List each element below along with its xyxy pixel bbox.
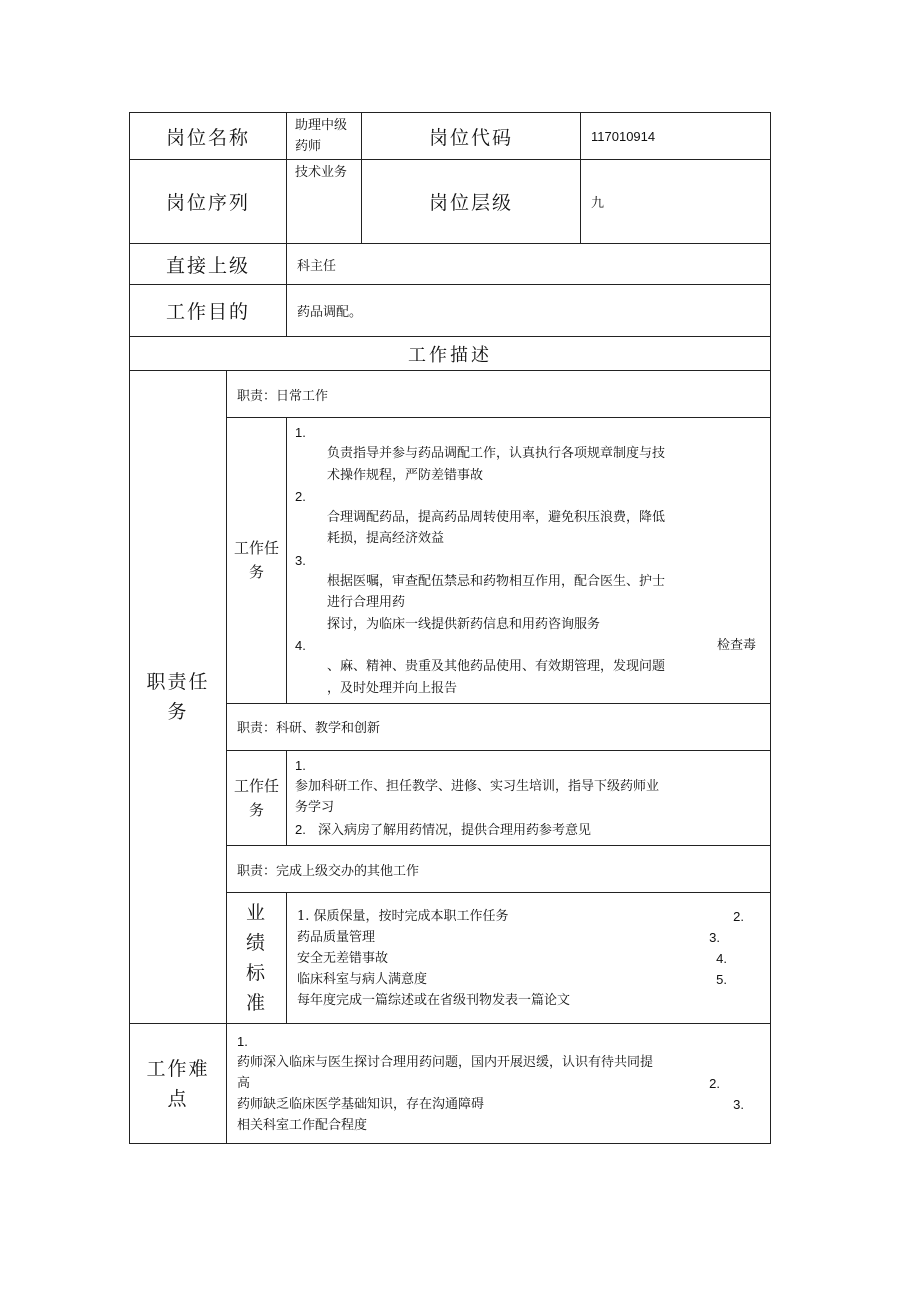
difficulty-item-number: 2. (709, 1076, 721, 1092)
supervisor-value: 科主任 (287, 244, 771, 285)
task-number: 2. (295, 821, 306, 837)
task-text: 进行合理用药 (327, 595, 406, 611)
performance-item: 药品质量管理 (297, 929, 376, 945)
performance-item: 1. 保质保量，按时完成本职工作任务 (297, 908, 509, 924)
task-text: 根据医嘱，审查配伍禁忌和药物相互作用，配合医生、护士 (327, 574, 666, 590)
position-code-value: 117010914 (581, 113, 771, 160)
responsibilities-label: 职责任务 (130, 371, 227, 1024)
task-text: 耗损，提高经济效益 (327, 531, 445, 547)
job-description-table (129, 112, 771, 1144)
performance-item-number: 5. (716, 971, 728, 987)
task-number: 4. (295, 637, 306, 653)
position-series-label: 岗位序列 (130, 160, 287, 244)
task-text: 术操作规程，严防差错事故 (327, 467, 484, 483)
performance-label: 业绩标准 (227, 893, 287, 1024)
difficulties-list (227, 1024, 771, 1144)
difficulty-item: 相关科室工作配合程度 (237, 1118, 368, 1134)
performance-list (287, 893, 771, 1024)
task-text: 参加科研工作、担任教学、进修、实习生培训，指导下级药师业 (295, 779, 660, 795)
task-number-row (295, 635, 762, 656)
performance-item-number: 4. (716, 950, 728, 966)
task-text: 务学习 (295, 800, 335, 816)
duty-label: 职责：完成上级交办的其他工作 (227, 846, 771, 893)
task-text: ，及时处理并向上报告 (327, 680, 458, 696)
task-list (287, 750, 771, 845)
position-series-value: 技术业务 (287, 160, 362, 244)
supervisor-label: 直接上级 (130, 244, 287, 285)
difficulty-item: 药师缺乏临床医学基础知识，存在沟通障碍 (237, 1097, 485, 1113)
position-name-label: 岗位名称 (130, 113, 287, 160)
task-text: 、麻、精神、贵重及其他药品使用、有效期管理，发现问题 (327, 659, 666, 675)
performance-item: 每年度完成一篇综述或在省级刊物发表一篇论文 (297, 992, 571, 1008)
difficulty-item: 高 (237, 1076, 251, 1092)
position-name-value: 助理中级药师 (287, 113, 362, 160)
difficulty-item: 1. (237, 1034, 248, 1050)
task-text: 负责指导并参与药品调配工作，认真执行各项规章制度与技 (327, 446, 666, 462)
task-label: 工作任务 (227, 750, 287, 845)
difficulties-label: 工作难点 (130, 1024, 227, 1144)
task-number: 1. (295, 757, 306, 773)
position-level-value: 九 (581, 160, 771, 244)
performance-item: 安全无差错事故 (297, 950, 389, 966)
task-text: 深入病房了解用药情况，提供合理用药参考意见 (318, 822, 592, 838)
duty-label: 职责：日常工作 (227, 371, 771, 418)
duty-label: 职责：科研、教学和创新 (227, 703, 771, 750)
position-code-label: 岗位代码 (362, 113, 581, 160)
task-number: 3. (295, 552, 306, 568)
performance-item: 临床科室与病人满意度 (297, 971, 428, 987)
section-title: 工作描述 (130, 337, 771, 371)
performance-item-number: 3. (709, 929, 721, 945)
purpose-label: 工作目的 (130, 285, 287, 337)
task-text-trailing: 检查毒 (717, 637, 757, 653)
purpose-value: 药品调配。 (287, 285, 771, 337)
difficulty-item-number: 3. (733, 1097, 745, 1113)
task-number: 2. (295, 488, 306, 504)
position-level-label: 岗位层级 (362, 160, 581, 244)
difficulty-item: 药师深入临床与医生探讨合理用药问题，国内开展迟缓，认识有待共同提 (237, 1055, 654, 1071)
performance-item-number: 2. (733, 908, 745, 924)
task-text: 合理调配药品，提高药品周转使用率，避免积压浪费，降低 (327, 510, 666, 526)
task-text: 探讨，为临床一线提供新药信息和用药咨询服务 (327, 616, 601, 632)
task-label: 工作任务 (227, 418, 287, 704)
task-list (287, 418, 771, 704)
task-number: 1. (295, 425, 306, 440)
